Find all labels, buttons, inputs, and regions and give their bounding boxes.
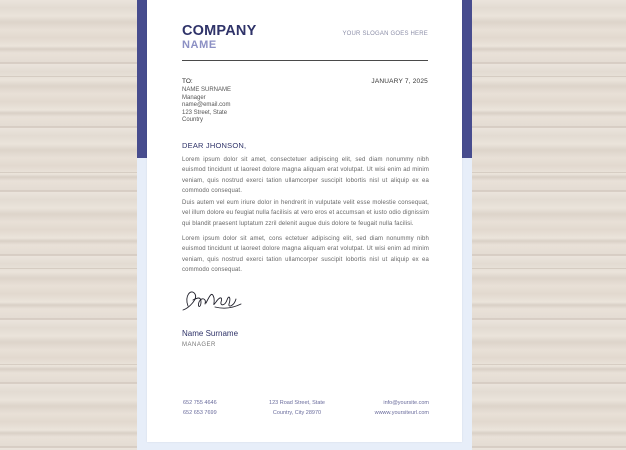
company-logo-text — [182, 24, 256, 51]
letter-page — [147, 0, 462, 442]
footer-phone: 652 755 4646 — [183, 400, 217, 406]
footer-address — [267, 398, 327, 418]
footer-street: 123 Road Street, State — [269, 400, 325, 406]
recipient-street: 123 Street, State — [182, 109, 228, 116]
letter-date: JANUARY 7, 2025 — [371, 78, 428, 85]
footer-city: Country, City 28970 — [272, 410, 322, 416]
letter-greeting: DEAR JHONSON, — [182, 141, 247, 150]
recipient-label: TO: — [182, 78, 193, 85]
header-divider — [182, 60, 428, 61]
body-paragraph: Lorem ipsum dolor sit amet, cons ectetuer adipiscing elit, sed diam nonummy nibh euismod tincidunt ut laoreet dolore magna aliquam erat volutpat. Ut wisi enim ad minim veniam, quis nostrud exerci tation ullamcorper suscipit lobortis nisl ut aliquip ex ea commodo consequat. — [182, 236, 429, 274]
recipient-address — [182, 87, 231, 125]
company-slogan: YOUR SLOGAN GOES HERE — [342, 31, 428, 37]
body-paragraph: Lorem ipsum dolor sit amet, consectetuer adipiscing elit, sed diam nonummy nibh euismod tincidunt ut laoreet dolore magna aliquam erat volutpat. Ut wisi enim ad minim veniam, quis nostrud exerci tation ullamcorper suscipit lobortis nisl ut aliquip ex ea commodo consequat. — [182, 157, 429, 195]
company-name-line2: NAME — [182, 39, 217, 51]
footer-phones — [183, 398, 217, 418]
recipient-country: Country — [182, 117, 204, 124]
body-paragraph: Duis autem vel eum iriure dolor in hendrerit in vulputate velit esse molestie consequat, vel illum dolore eu feugiat nulla facilisis at vero eros et accumsan et iusto odio dignissim qui blandit praesent luptatum zzril delenit augue duis dolore te feugait nulla facilisi. — [182, 200, 429, 227]
recipient-name: NAME SURNAME — [182, 87, 232, 93]
signer-title: MANAGER — [182, 342, 216, 348]
signer-name: Name Surname — [182, 329, 239, 338]
footer-web — [375, 398, 429, 418]
company-name-line1: COMPANY — [182, 23, 257, 39]
footer-website: wwww.yoursiteurl.com — [374, 410, 429, 416]
footer-email: info@yoursite.com — [383, 400, 429, 406]
recipient-position: Manager — [182, 94, 206, 101]
recipient-email: name@email.com — [182, 102, 231, 109]
handwritten-signature — [179, 282, 245, 318]
footer-phone: 652 653 7699 — [183, 410, 217, 416]
